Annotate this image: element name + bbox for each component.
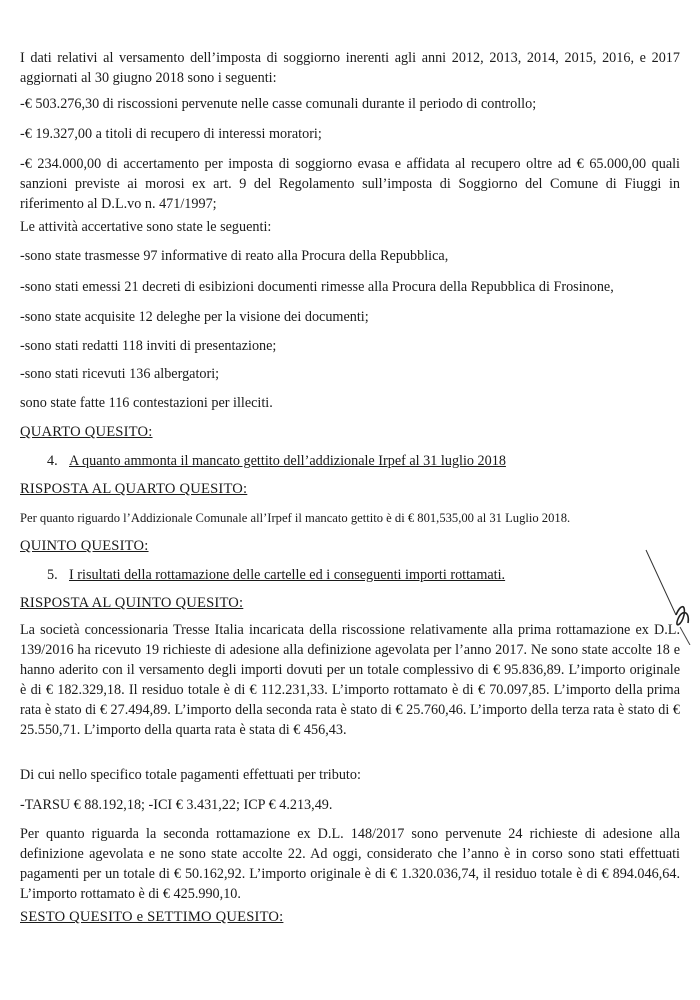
list-item: -sono stati ricevuti 136 albergatori; [20, 366, 220, 382]
question-item [47, 451, 506, 471]
answer-paragraph: -TARSU € 88.192,18; -ICI € 3.431,22; ICP € 4.213,49. [20, 797, 333, 813]
question-text: I risultati della rottamazione delle cartelle ed i conseguenti importi rottamati. [69, 567, 506, 583]
section-heading: QUARTO QUESITO: [20, 424, 153, 440]
list-item: sono state fatte 116 contestazioni per illeciti. [20, 395, 273, 411]
list-item: -€ 19.327,00 a titoli di recupero di interessi moratori; [20, 126, 322, 142]
answer-paragraph: Di cui nello specifico totale pagamenti effettuati per tributo: [20, 767, 361, 783]
activities-intro: Le attività accertative sono state le seguenti: [20, 219, 272, 235]
question-number: 5. [47, 567, 58, 583]
intro-paragraph: I dati relativi al versamento dell’imposta di soggiorno inerenti agli anni 2012, 2013, 2014, 2015, 2016, e 2017 aggiornati al 30 giugno 2018 sono i seguenti: [20, 50, 680, 86]
question-item [47, 565, 505, 585]
list-item: -sono stati redatti 118 inviti di presentazione; [20, 338, 277, 354]
answer-text: Per quanto riguardo l’Addizionale Comunale all’Irpef il mancato gettito è di € 801,535,00 al 31 Luglio 2018. [20, 511, 571, 525]
list-item: -sono state acquisite 12 deleghe per la visione dei documenti; [20, 309, 369, 325]
list-item: -sono stati emessi 21 decreti di esibizioni documenti rimesse alla Procura della Repubblica di Frosinone, [20, 279, 614, 295]
list-item: -sono state trasmesse 97 informative di reato alla Procura della Repubblica, [20, 248, 449, 264]
section-heading: SESTO QUESITO e SETTIMO QUESITO: [20, 909, 284, 925]
signature-mark [636, 545, 694, 645]
answer-paragraph: La società concessionaria Tresse Italia incaricata della riscossione relativamente alla prima rottamazione ex D.L. 139/2016 ha ricevuto 19 richieste di adesione alla definizione agevolata per l’anno 2017. Ne sono state accolte 18 e hanno aderito con il versamento degli importi dovuti per un totale complessivo di € 95.836,89. L’importo originale è di € 182.329,18. Il residuo totale è di € 112.231,33. L’importo rottamato è di € 70.097,85. L’importo della prima rata è stato di € 27.494,89. L’importo della seconda rata è stato di € 25.760,46. L’importo della terza rata è stato di € 25.550,71. L’importo della quarta rata è stata di € 456,43. [20, 622, 680, 738]
question-number: 4. [47, 453, 58, 469]
answer-paragraph: Per quanto riguarda la seconda rottamazione ex D.L. 148/2017 sono pervenute 24 richieste di adesione alla definizione agevolata e ne sono state accolte 22. Ad oggi, considerato che l’anno è in corso sono stati effettuati pagamenti per un totale di € 50.162,92. L’importo originale è di € 1.320.036,74, il residuo totale è di € 894.046,64. L’importo rottamato è di € 425.990,10. [20, 826, 680, 902]
answer-heading: RISPOSTA AL QUINTO QUESITO: [20, 595, 244, 611]
question-text: A quanto ammonta il mancato gettito dell’addizionale Irpef al 31 luglio 2018 [69, 453, 506, 469]
answer-heading: RISPOSTA AL QUARTO QUESITO: [20, 481, 248, 497]
section-heading: QUINTO QUESITO: [20, 538, 149, 554]
list-item: -€ 234.000,00 di accertamento per imposta di soggiorno evasa e affidata al recupero oltre ad € 65.000,00 quali sanzioni previste ai morosi ex art. 9 del Regolamento sull’imposta di Soggiorno del Comune di Fiuggi in riferimento al D.L.vo n. 471/1997; [20, 156, 680, 212]
list-item: -€ 503.276,30 di riscossioni pervenute nelle casse comunali durante il periodo di controllo; [20, 96, 537, 112]
